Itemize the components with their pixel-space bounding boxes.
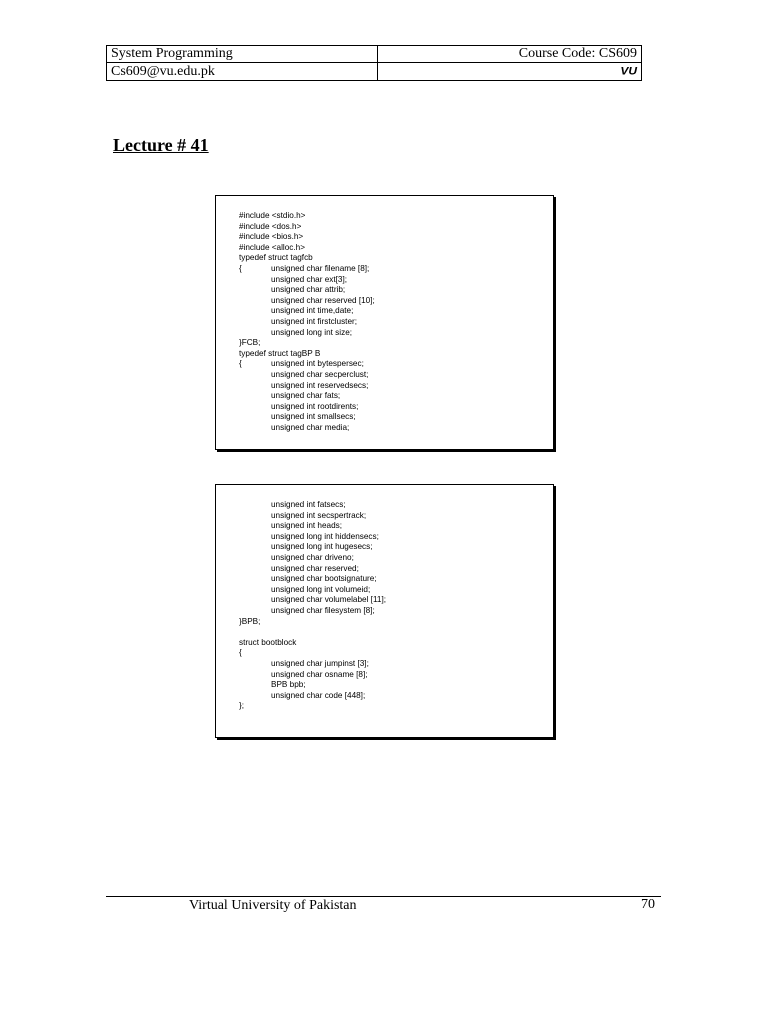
code-line: unsigned char fats;	[271, 391, 341, 401]
code-line: unsigned long int hiddensecs;	[271, 531, 379, 541]
code-line: struct bootblock	[239, 637, 297, 647]
code-line: unsigned char ext[3];	[271, 274, 348, 284]
code-line: unsigned char osname [8];	[271, 669, 368, 679]
code-line: unsigned int time,date;	[271, 306, 354, 316]
code-line: unsigned char secperclust;	[271, 369, 369, 379]
course-email: Cs609@vu.edu.pk	[107, 63, 378, 81]
code-line: #include <dos.h>	[239, 221, 302, 231]
code-line: unsigned long int size;	[271, 327, 353, 337]
code-line: }BPB;	[239, 616, 261, 626]
code-line: unsigned int rootdirents;	[271, 401, 359, 411]
code-line: unsigned char jumpinst [3];	[271, 658, 369, 668]
code-line: unsigned char attrib;	[271, 285, 346, 295]
code-line: unsigned int smallsecs;	[271, 412, 356, 422]
code-line: unsigned int heads;	[271, 521, 343, 531]
code-line: }FCB;	[239, 338, 261, 348]
code-line: unsigned char reserved [10];	[271, 295, 375, 305]
lecture-title: Lecture # 41	[113, 135, 209, 155]
code-line: BPB bpb;	[271, 680, 306, 690]
code-statement: unsigned char filename [8];	[271, 263, 370, 273]
footer-institution: Virtual University of Pakistan	[189, 898, 357, 913]
code-statement: unsigned int bytespersec;	[271, 359, 364, 369]
code-line: #include <alloc.h>	[239, 242, 306, 252]
code-blank-line	[239, 627, 386, 638]
code-listing-box-1	[215, 195, 554, 450]
code-line: };	[239, 701, 245, 711]
code-line: unsigned int firstcluster;	[271, 316, 358, 326]
page-number: 70	[641, 897, 655, 912]
code-line: unsigned int reservedsecs;	[271, 380, 369, 390]
code-line: unsigned char reserved;	[271, 563, 359, 573]
code-line: unsigned int fatsecs;	[271, 500, 346, 509]
code-line: typedef struct tagfcb	[239, 253, 313, 263]
code-line-with-brace	[239, 264, 375, 275]
code-line: unsigned char bootsignature;	[271, 574, 377, 584]
course-name: System Programming	[107, 46, 378, 63]
code-line: unsigned char media;	[271, 422, 350, 432]
code-line: unsigned long int hugesecs;	[271, 542, 373, 552]
page-header-table	[106, 45, 642, 81]
vu-logo: VU	[620, 64, 637, 78]
code-brace: {	[239, 359, 242, 369]
code-line: unsigned char filesystem [8];	[271, 605, 375, 615]
code-listing-2	[239, 500, 386, 712]
vu-logo-cell	[378, 63, 642, 81]
code-line: typedef struct tagBP B	[239, 348, 321, 358]
code-line: unsigned char volumelabel [11];	[271, 595, 386, 605]
code-line: {	[239, 648, 242, 658]
code-listing-box-2	[215, 484, 554, 738]
code-brace: {	[239, 263, 242, 273]
code-line: unsigned char code [448];	[271, 690, 366, 700]
code-line: unsigned int secspertrack;	[271, 510, 367, 520]
code-line: #include <stdio.h>	[239, 211, 306, 220]
course-code: Course Code: CS609	[378, 46, 642, 63]
code-line: #include <bios.h>	[239, 232, 304, 242]
code-line: unsigned char driveno;	[271, 552, 354, 562]
footer-divider	[106, 896, 661, 897]
code-line: unsigned long int volumeid;	[271, 584, 371, 594]
code-line-with-brace	[239, 359, 375, 370]
code-listing-1	[239, 211, 375, 433]
